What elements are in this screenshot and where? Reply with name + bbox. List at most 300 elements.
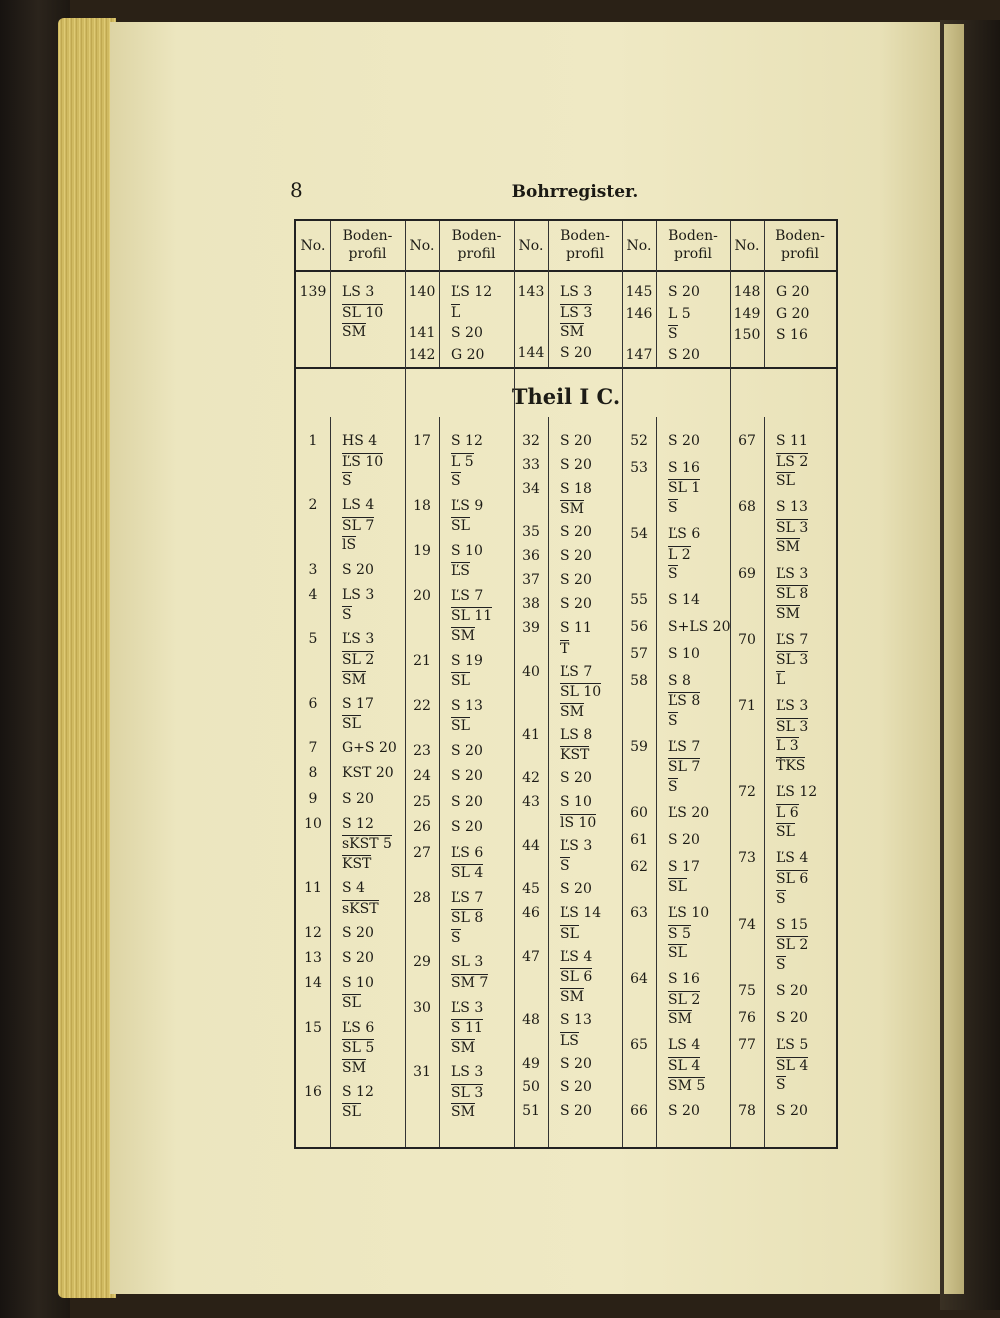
bodenprofil-layer: G 20 bbox=[451, 346, 485, 363]
profil-line bbox=[668, 1077, 738, 1094]
profil-line bbox=[776, 327, 846, 343]
bodenprofil-layer: S 20 bbox=[560, 548, 592, 565]
header-no: No. bbox=[518, 238, 544, 254]
bodenprofil-layer: SM bbox=[776, 605, 800, 622]
bodenprofil-layer: S 20 bbox=[451, 768, 483, 785]
profil-line bbox=[776, 804, 846, 821]
profil-line bbox=[451, 433, 521, 449]
bodenprofil-layer: S 20 bbox=[776, 1103, 808, 1120]
profil-line bbox=[668, 739, 738, 755]
bohrung-number: 4 bbox=[308, 586, 318, 603]
bohrung-number: 8 bbox=[308, 765, 318, 782]
bodenprofil-layer: SL 3 bbox=[776, 718, 809, 735]
bodenprofil-layer: SL bbox=[342, 995, 361, 1012]
bodenprofil-layer: SL bbox=[668, 879, 687, 896]
header-bodenprofil: Boden- profil bbox=[668, 228, 718, 262]
bodenprofil-layer: ĽS 3 bbox=[342, 631, 375, 648]
profil-line bbox=[776, 956, 846, 973]
profil-line bbox=[668, 479, 738, 496]
bohrung-number: 66 bbox=[630, 1103, 648, 1120]
bohrung-number: 33 bbox=[522, 456, 540, 473]
bodenprofil-layer: SM bbox=[451, 1039, 475, 1056]
bodenprofil-layer: SL 6 bbox=[776, 870, 809, 887]
profil-line bbox=[668, 546, 738, 563]
bohrung-number: 5 bbox=[308, 631, 318, 648]
profil-line bbox=[668, 758, 738, 775]
bohrung-number: 24 bbox=[413, 768, 431, 785]
profil-line bbox=[776, 1057, 846, 1074]
profil-line bbox=[560, 481, 630, 497]
bodenprofil-layer: S 10 bbox=[342, 974, 374, 991]
bodenprofil-layer: ĽS 7 bbox=[668, 738, 701, 755]
profil-line bbox=[776, 983, 846, 999]
profil-line bbox=[560, 345, 630, 361]
bodenprofil-layer: S 20 bbox=[776, 982, 808, 999]
profil-line bbox=[342, 1059, 412, 1076]
bodenprofil-layer: SL bbox=[451, 518, 470, 535]
profil-line bbox=[451, 974, 521, 991]
bodenprofil-layer: SM bbox=[776, 539, 800, 556]
bohrung-number: 69 bbox=[738, 565, 756, 582]
profil-line bbox=[451, 453, 521, 470]
profil-line bbox=[668, 565, 738, 582]
profil-line bbox=[451, 929, 521, 946]
bodenprofil-layer: SM bbox=[560, 703, 584, 720]
bodenprofil-layer: SL 2 bbox=[342, 651, 375, 668]
profil-line bbox=[342, 1039, 412, 1056]
bodenprofil-layer: SL bbox=[776, 473, 795, 490]
bodenprofil-layer: ĽS 9 bbox=[451, 497, 484, 514]
bohrung-number: 71 bbox=[738, 698, 756, 715]
bohrung-number: 56 bbox=[630, 618, 648, 635]
profil-line bbox=[451, 588, 521, 604]
profil-line bbox=[560, 814, 630, 831]
number-divider bbox=[656, 417, 657, 1147]
bodenprofil-layer: SM bbox=[342, 324, 366, 341]
bodenprofil-layer: SL 10 bbox=[560, 684, 602, 701]
bodenprofil-layer: ĽS 5 bbox=[776, 1037, 809, 1054]
bodenprofil-layer: S bbox=[668, 566, 678, 583]
profil-line bbox=[451, 562, 521, 579]
profil-line bbox=[776, 1010, 846, 1026]
bodenprofil-layer: ĽS 12 bbox=[776, 784, 818, 801]
bodenprofil-layer: S 17 bbox=[342, 695, 374, 712]
bohrung-number: 31 bbox=[413, 1064, 431, 1081]
bodenprofil-layer: S bbox=[776, 890, 786, 907]
number-divider bbox=[764, 417, 765, 1147]
profil-line bbox=[451, 794, 521, 810]
profil-line bbox=[776, 499, 846, 515]
profil-line bbox=[560, 457, 630, 473]
bodenprofil-layer: sKST 5 bbox=[342, 836, 392, 853]
profil-line bbox=[451, 653, 521, 669]
profil-line bbox=[451, 819, 521, 835]
profil-line bbox=[451, 1000, 521, 1016]
bodenprofil-layer: S 20 bbox=[668, 831, 700, 848]
bodenprofil-layer: S 20 bbox=[560, 1055, 592, 1072]
bodenprofil-layer: SL 4 bbox=[451, 865, 484, 882]
bodenprofil-layer: S 20 bbox=[668, 433, 700, 449]
profil-line bbox=[776, 917, 846, 933]
bodenprofil-layer: SM bbox=[560, 501, 584, 518]
profil-line bbox=[451, 1039, 521, 1056]
profil-line bbox=[451, 472, 521, 489]
bodenprofil-layer: ĽS 6 bbox=[342, 1019, 375, 1036]
bohrung-number: 49 bbox=[522, 1055, 540, 1072]
bodenprofil-layer: L 5 bbox=[451, 453, 474, 470]
bodenprofil-layer: S 17 bbox=[668, 858, 700, 875]
profil-line bbox=[342, 994, 412, 1011]
profil-line bbox=[342, 696, 412, 712]
profil-line bbox=[560, 770, 630, 786]
page-number: 8 bbox=[290, 178, 303, 202]
bodenprofil-layer: S 20 bbox=[560, 524, 592, 541]
profil-line bbox=[451, 743, 521, 759]
profil-line bbox=[776, 1037, 846, 1053]
bohrung-number: 67 bbox=[738, 433, 756, 449]
profil-line bbox=[342, 816, 412, 832]
profil-line bbox=[776, 823, 846, 840]
bodenprofil-layer: SL 3 bbox=[451, 1084, 484, 1101]
bodenprofil-layer: S bbox=[776, 956, 786, 973]
bohrung-number: 18 bbox=[413, 497, 431, 514]
profil-line bbox=[776, 936, 846, 953]
profil-line bbox=[776, 651, 846, 668]
profil-line bbox=[668, 325, 738, 342]
profil-line bbox=[451, 909, 521, 926]
profil-line bbox=[451, 607, 521, 624]
bodenprofil-layer: S 12 bbox=[342, 1083, 374, 1100]
bodenprofil-layer: ĽS 3 bbox=[776, 698, 809, 715]
bohrung-number: 37 bbox=[522, 572, 540, 589]
bodenprofil-layer: S 20 bbox=[560, 1103, 592, 1120]
bodenprofil-layer: S 20 bbox=[451, 742, 483, 759]
bodenprofil-layer: S 5 bbox=[668, 925, 691, 942]
profil-line bbox=[776, 472, 846, 489]
profil-line bbox=[560, 304, 630, 321]
profil-line bbox=[342, 433, 412, 449]
bodenprofil-layer: ĽS 14 bbox=[560, 905, 602, 922]
bodenprofil-layer: S 19 bbox=[451, 652, 483, 669]
profil-line bbox=[560, 1056, 630, 1072]
section-rule-top bbox=[296, 367, 836, 369]
section-title: Theil I C. bbox=[511, 384, 621, 409]
bodenprofil-layer: SL bbox=[776, 824, 795, 841]
profil-line bbox=[560, 1103, 630, 1119]
profil-line bbox=[776, 284, 846, 300]
bohrung-number: 139 bbox=[299, 284, 327, 300]
profil-line bbox=[342, 284, 412, 300]
profil-line bbox=[776, 718, 846, 735]
bodenprofil-layer: S bbox=[668, 712, 678, 729]
bodenprofil-layer: S+LS 20 bbox=[668, 618, 731, 635]
profil-line bbox=[560, 703, 630, 720]
bodenprofil-layer: S 20 bbox=[560, 881, 592, 898]
bohrung-number: 27 bbox=[413, 844, 431, 861]
bohrung-number: 61 bbox=[630, 831, 648, 848]
bodenprofil-layer: ĽS 6 bbox=[451, 844, 484, 861]
bodenprofil-layer: S 12 bbox=[451, 433, 483, 449]
bodenprofil-layer: SL 4 bbox=[668, 1057, 701, 1074]
profil-line bbox=[451, 1019, 521, 1036]
profil-line bbox=[668, 306, 738, 322]
profil-line bbox=[342, 975, 412, 991]
header-bodenprofil: Boden- profil bbox=[775, 228, 825, 262]
bodenprofil-layer: ĽS 20 bbox=[668, 804, 710, 821]
bodenprofil-layer: SL bbox=[342, 716, 361, 733]
profil-line bbox=[776, 757, 846, 774]
bodenprofil-layer: KST bbox=[560, 747, 590, 764]
bohrung-number: 53 bbox=[630, 459, 648, 476]
bodenprofil-layer: L 3 bbox=[776, 738, 799, 755]
profil-line bbox=[560, 727, 630, 743]
bodenprofil-layer: SM bbox=[668, 1011, 692, 1028]
profil-line bbox=[668, 925, 738, 942]
profil-line bbox=[668, 619, 738, 635]
bodenprofil-layer: ĽS 4 bbox=[776, 850, 809, 867]
profil-line bbox=[342, 651, 412, 668]
profil-line bbox=[668, 712, 738, 729]
bodenprofil-layer: T bbox=[560, 640, 570, 657]
bodenprofil-layer: SL 2 bbox=[668, 991, 701, 1008]
profil-line bbox=[342, 765, 412, 781]
profil-line bbox=[560, 620, 630, 636]
bodenprofil-layer: S 20 bbox=[451, 819, 483, 836]
header-rule bbox=[296, 270, 836, 272]
profil-line bbox=[668, 832, 738, 848]
bohrung-number: 17 bbox=[413, 433, 431, 449]
profil-line bbox=[342, 740, 412, 756]
bodenprofil-layer: SL bbox=[451, 718, 470, 735]
profil-line bbox=[560, 1032, 630, 1049]
bodenprofil-layer: ĽS 7 bbox=[451, 587, 484, 604]
profil-line bbox=[668, 673, 738, 689]
profil-line bbox=[560, 988, 630, 1005]
profil-line bbox=[560, 284, 630, 300]
profil-line bbox=[668, 499, 738, 516]
bodenprofil-layer: ĽS 10 bbox=[342, 453, 384, 470]
bodenprofil-layer: SL 11 bbox=[451, 608, 493, 625]
bohrung-number: 72 bbox=[738, 784, 756, 801]
bodenprofil-layer: S 20 bbox=[776, 1010, 808, 1027]
profil-line bbox=[451, 672, 521, 689]
bohrung-number: 29 bbox=[413, 954, 431, 971]
bohrung-number: 25 bbox=[413, 793, 431, 810]
profil-line bbox=[668, 805, 738, 821]
bohrung-number: 143 bbox=[517, 284, 545, 300]
bohrung-number: 76 bbox=[738, 1010, 756, 1027]
bodenprofil-layer: SM 5 bbox=[668, 1077, 706, 1094]
bodenprofil-layer: SL bbox=[342, 1104, 361, 1121]
bohrung-number: 48 bbox=[522, 1011, 540, 1028]
bohrung-number: 149 bbox=[733, 305, 761, 322]
bodenprofil-layer: S 11 bbox=[776, 433, 808, 449]
profil-line bbox=[342, 900, 412, 917]
number-divider bbox=[548, 417, 549, 1147]
profil-line bbox=[342, 791, 412, 807]
profil-line bbox=[342, 323, 412, 340]
profil-line bbox=[451, 864, 521, 881]
profil-line bbox=[668, 778, 738, 795]
bodenprofil-layer: SM bbox=[451, 628, 475, 645]
profil-line bbox=[342, 536, 412, 553]
header-no: No. bbox=[300, 238, 326, 254]
bodenprofil-layer: S 20 bbox=[342, 949, 374, 966]
bohrung-number: 15 bbox=[304, 1019, 322, 1036]
profil-line bbox=[776, 1103, 846, 1119]
bodenprofil-layer: SL 8 bbox=[451, 910, 484, 927]
bodenprofil-layer: S 16 bbox=[776, 327, 808, 344]
bodenprofil-layer: S bbox=[668, 779, 678, 795]
profil-line bbox=[560, 500, 630, 517]
bohrung-number: 9 bbox=[308, 790, 318, 807]
profil-line bbox=[451, 284, 521, 300]
bodenprofil-layer: G 20 bbox=[776, 305, 810, 322]
bodenprofil-layer: SM bbox=[342, 1059, 366, 1076]
profil-line bbox=[451, 768, 521, 784]
bohrung-number: 57 bbox=[630, 645, 648, 662]
bohrung-number: 16 bbox=[304, 1083, 322, 1100]
bohrregister-table bbox=[294, 219, 838, 1149]
bodenprofil-layer: S 20 bbox=[451, 325, 483, 342]
profil-line bbox=[342, 1084, 412, 1100]
profil-line bbox=[668, 526, 738, 542]
profil-line bbox=[668, 347, 738, 363]
bodenprofil-layer: S 12 bbox=[342, 815, 374, 832]
bodenprofil-layer: ĽS 8 bbox=[668, 693, 701, 710]
bodenprofil-layer: SL 10 bbox=[342, 304, 384, 321]
bohrung-number: 144 bbox=[517, 344, 545, 361]
bohrung-number: 52 bbox=[630, 433, 648, 449]
bodenprofil-layer: S 20 bbox=[560, 1079, 592, 1096]
bodenprofil-layer: S 14 bbox=[668, 592, 700, 609]
profil-line bbox=[451, 717, 521, 734]
profil-line bbox=[776, 890, 846, 907]
bohrung-number: 70 bbox=[738, 631, 756, 648]
bohrung-number: 77 bbox=[738, 1037, 756, 1054]
profil-line bbox=[668, 646, 738, 662]
bohrung-number: 64 bbox=[630, 971, 648, 988]
bohrung-number: 58 bbox=[630, 672, 648, 689]
bodenprofil-layer: S 20 bbox=[560, 344, 592, 361]
bodenprofil-layer: LS 3 bbox=[560, 304, 593, 321]
bodenprofil-layer: G+S 20 bbox=[342, 740, 397, 757]
profil-line bbox=[776, 453, 846, 470]
bodenprofil-layer: S 15 bbox=[776, 916, 808, 933]
bohrung-number: 140 bbox=[408, 284, 436, 300]
header-no: No. bbox=[626, 238, 652, 254]
bohrung-number: 6 bbox=[308, 695, 318, 712]
bohrung-number: 148 bbox=[733, 284, 761, 300]
bohrung-number: 62 bbox=[630, 858, 648, 875]
profil-line bbox=[342, 925, 412, 941]
profil-line bbox=[560, 968, 630, 985]
profil-line bbox=[776, 632, 846, 648]
profil-line bbox=[668, 878, 738, 895]
profil-line bbox=[668, 991, 738, 1008]
bohrung-number: 44 bbox=[522, 837, 540, 854]
profil-line bbox=[342, 855, 412, 872]
profil-line bbox=[342, 631, 412, 647]
bohrung-number: 51 bbox=[522, 1103, 540, 1120]
bodenprofil-layer: S bbox=[776, 1077, 786, 1094]
bodenprofil-layer: LS 4 bbox=[342, 497, 375, 514]
bodenprofil-layer: L 6 bbox=[776, 804, 799, 821]
bodenprofil-layer: SM bbox=[342, 671, 366, 688]
header-bodenprofil: Boden- profil bbox=[560, 228, 610, 262]
profil-line bbox=[776, 605, 846, 622]
bohrung-number: 39 bbox=[522, 620, 540, 637]
bodenprofil-layer: S 20 bbox=[560, 572, 592, 589]
bodenprofil-layer: lS bbox=[342, 537, 357, 554]
profil-line bbox=[451, 890, 521, 906]
profil-line bbox=[342, 1020, 412, 1036]
profil-line bbox=[342, 671, 412, 688]
bodenprofil-layer: SL bbox=[560, 925, 579, 942]
bohrung-number: 59 bbox=[630, 738, 648, 755]
profil-line bbox=[668, 692, 738, 709]
bohrung-number: 19 bbox=[413, 542, 431, 559]
bodenprofil-layer: SL 8 bbox=[776, 586, 809, 603]
bodenprofil-layer: S 8 bbox=[668, 672, 691, 689]
bodenprofil-layer: S 16 bbox=[668, 971, 700, 988]
page-edges bbox=[58, 18, 116, 1298]
profil-line bbox=[451, 325, 521, 341]
profil-line bbox=[342, 587, 412, 603]
profil-line bbox=[560, 433, 630, 449]
bodenprofil-layer: S 13 bbox=[560, 1011, 592, 1028]
profil-line bbox=[560, 905, 630, 921]
bodenprofil-layer: ĽS 3 bbox=[451, 999, 484, 1016]
bohrung-number: 42 bbox=[522, 770, 540, 787]
bodenprofil-layer: LS 8 bbox=[560, 726, 593, 743]
profil-line bbox=[560, 746, 630, 763]
profil-line bbox=[668, 971, 738, 987]
profil-line bbox=[451, 347, 521, 363]
bohrung-number: 141 bbox=[408, 325, 436, 342]
bodenprofil-layer: SM 7 bbox=[451, 975, 489, 992]
bodenprofil-layer: S 20 bbox=[560, 770, 592, 787]
bodenprofil-layer: S 16 bbox=[668, 459, 700, 476]
bodenprofil-layer: LS 3 bbox=[342, 586, 375, 603]
bodenprofil-layer: KST 20 bbox=[342, 765, 394, 782]
bodenprofil-layer: S 18 bbox=[560, 480, 592, 497]
bohrung-number: 68 bbox=[738, 499, 756, 516]
bodenprofil-layer: SL 5 bbox=[342, 1040, 375, 1057]
profil-line bbox=[560, 572, 630, 588]
profil-line bbox=[342, 472, 412, 489]
next-page-edge bbox=[944, 24, 964, 1294]
profil-line bbox=[451, 627, 521, 644]
bodenprofil-layer: S 20 bbox=[560, 596, 592, 613]
profil-line bbox=[668, 1037, 738, 1053]
bohrung-number: 3 bbox=[308, 561, 318, 578]
profil-line bbox=[776, 538, 846, 555]
bodenprofil-layer: SM bbox=[560, 989, 584, 1006]
bodenprofil-layer: G 20 bbox=[776, 284, 810, 300]
bohrung-number: 14 bbox=[304, 974, 322, 991]
profil-line bbox=[451, 517, 521, 534]
profil-line bbox=[560, 524, 630, 540]
bohrung-number: 2 bbox=[308, 497, 318, 514]
bodenprofil-layer: LS bbox=[560, 1032, 579, 1049]
bohrung-number: 50 bbox=[522, 1079, 540, 1096]
profil-line bbox=[560, 881, 630, 897]
bodenprofil-layer: SL 2 bbox=[776, 937, 809, 954]
profil-line bbox=[451, 954, 521, 970]
profil-line bbox=[451, 1064, 521, 1080]
bodenprofil-layer: S 20 bbox=[342, 561, 374, 578]
